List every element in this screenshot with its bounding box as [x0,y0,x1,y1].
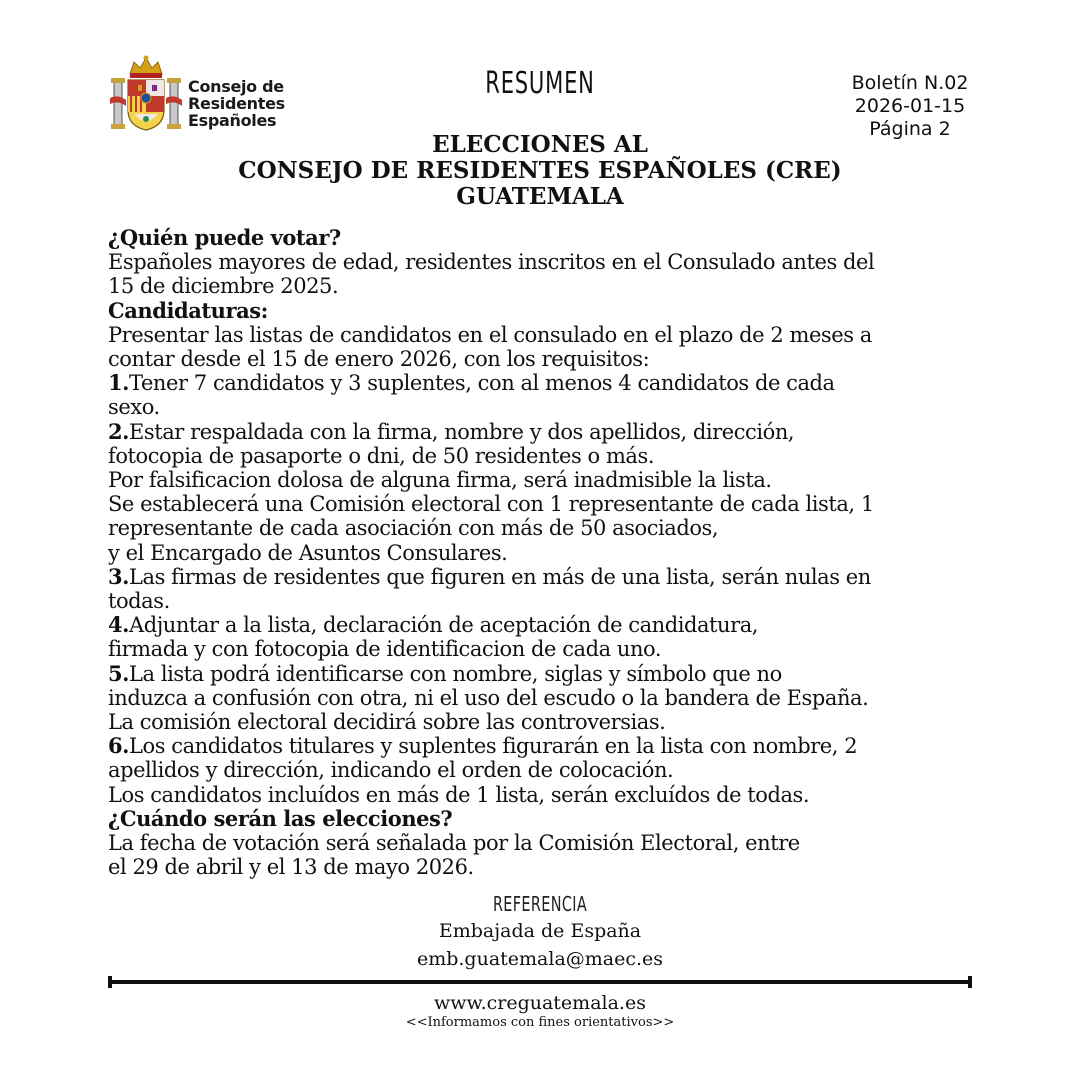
heading-who-can-vote: ¿Quién puede votar? [108,225,341,250]
item-text: Adjuntar a la lista, declaración de aceptación de candidatura, [129,613,758,638]
title-line: GUATEMALA [456,183,624,210]
main-content [108,226,988,879]
body-line: Los candidatos incluídos en más de 1 lista, serán excluídos de todas. [108,782,810,807]
body-line: 15 de diciembre 2025. [108,274,339,299]
divider-bar [108,980,972,984]
body-line: firmada y con fotocopia de identificacion de cada uno. [108,637,662,662]
requirement-item-3 [108,565,988,589]
item-number: 3. [108,563,130,589]
body-line: el 29 de abril y el 13 de mayo 2026. [108,855,474,880]
body-line: apellidos y dirección, indicando el orden de colocación. [108,758,674,783]
title-line: ELECCIONES AL [432,131,648,158]
body-line: Se establecerá una Comisión electoral con 1 representante de cada lista, 1 [108,492,874,517]
reference-label: REFERENCIA [492,892,588,916]
item-text: La lista podrá identificarse con nombre, siglas y símbolo que no [129,661,782,686]
requirement-item-6 [108,734,988,758]
page-title [0,132,1080,210]
item-number: 2. [108,418,130,444]
requirement-item-5 [108,662,988,686]
item-text: Tener 7 candidatos y 3 suplentes, con al menos 4 candidatos de cada [129,371,835,396]
page-number: Página 2 [869,118,951,140]
item-text: Los candidatos titulares y suplentes figurarán en la lista con nombre, 2 [129,734,858,759]
body-line: sexo. [108,395,160,420]
heading-candidacies: Candidaturas: [108,297,268,323]
divider [108,976,972,988]
section-label: RESUMEN [485,66,595,101]
item-text: Estar respaldada con la firma, nombre y dos apellidos, dirección, [129,419,795,444]
body-line: La comisión electoral decidirá sobre las controversias. [108,710,666,735]
reference-email: emb.guatemala@maec.es [416,948,664,970]
requirement-item-1 [108,371,988,395]
item-number: 1. [108,370,130,396]
bulletin-number: Boletín N.02 [851,72,969,94]
logo-line: Residentes [188,94,285,113]
reference-name: Embajada de España [438,920,642,942]
logo-line: Consejo de [188,77,284,96]
divider-cap-right [968,976,972,988]
bulletin-meta [830,72,990,141]
item-number: 4. [108,612,130,638]
heading-when-elections: ¿Cuándo serán las elecciones? [108,805,453,831]
body-line: Presentar las listas de candidatos en el consulado en el plazo de 2 meses a [108,322,872,347]
logo-line: Españoles [188,111,277,130]
body-line: representante de cada asociación con más de 50 asociados, [108,516,719,541]
bulletin-date: 2026-01-15 [854,95,966,117]
body-line: todas. [108,589,170,614]
requirement-item-2 [108,420,988,444]
body-line: Por falsificacion dolosa de alguna firma, será inadmisible la lista. [108,468,772,493]
requirement-item-4 [108,613,988,637]
item-number: 6. [108,733,130,759]
item-text: Las firmas de residentes que figuren en más de una lista, serán nulas en [129,564,871,589]
body-line: contar desde el 15 de enero 2026, con los requisitos: [108,347,650,372]
body-line: fotocopia de pasaporte o dni, de 50 residentes o más. [108,443,655,468]
item-number: 5. [108,660,130,686]
body-line: y el Encargado de Asuntos Consulares. [108,540,508,565]
disclaimer: <<Informamos con fines orientativos>> [405,1015,675,1030]
body-line: Españoles mayores de edad, residentes inscritos en el Consulado antes del [108,250,875,275]
body-line: La fecha de votación será señalada por la Comisión Electoral, entre [108,831,800,856]
website-link[interactable]: www.creguatemala.es [434,992,646,1014]
body-line: induzca a confusión con otra, ni el uso del escudo o la bandera de España. [108,685,869,710]
title-line: CONSEJO DE RESIDENTES ESPAÑOLES (CRE) [238,157,842,184]
